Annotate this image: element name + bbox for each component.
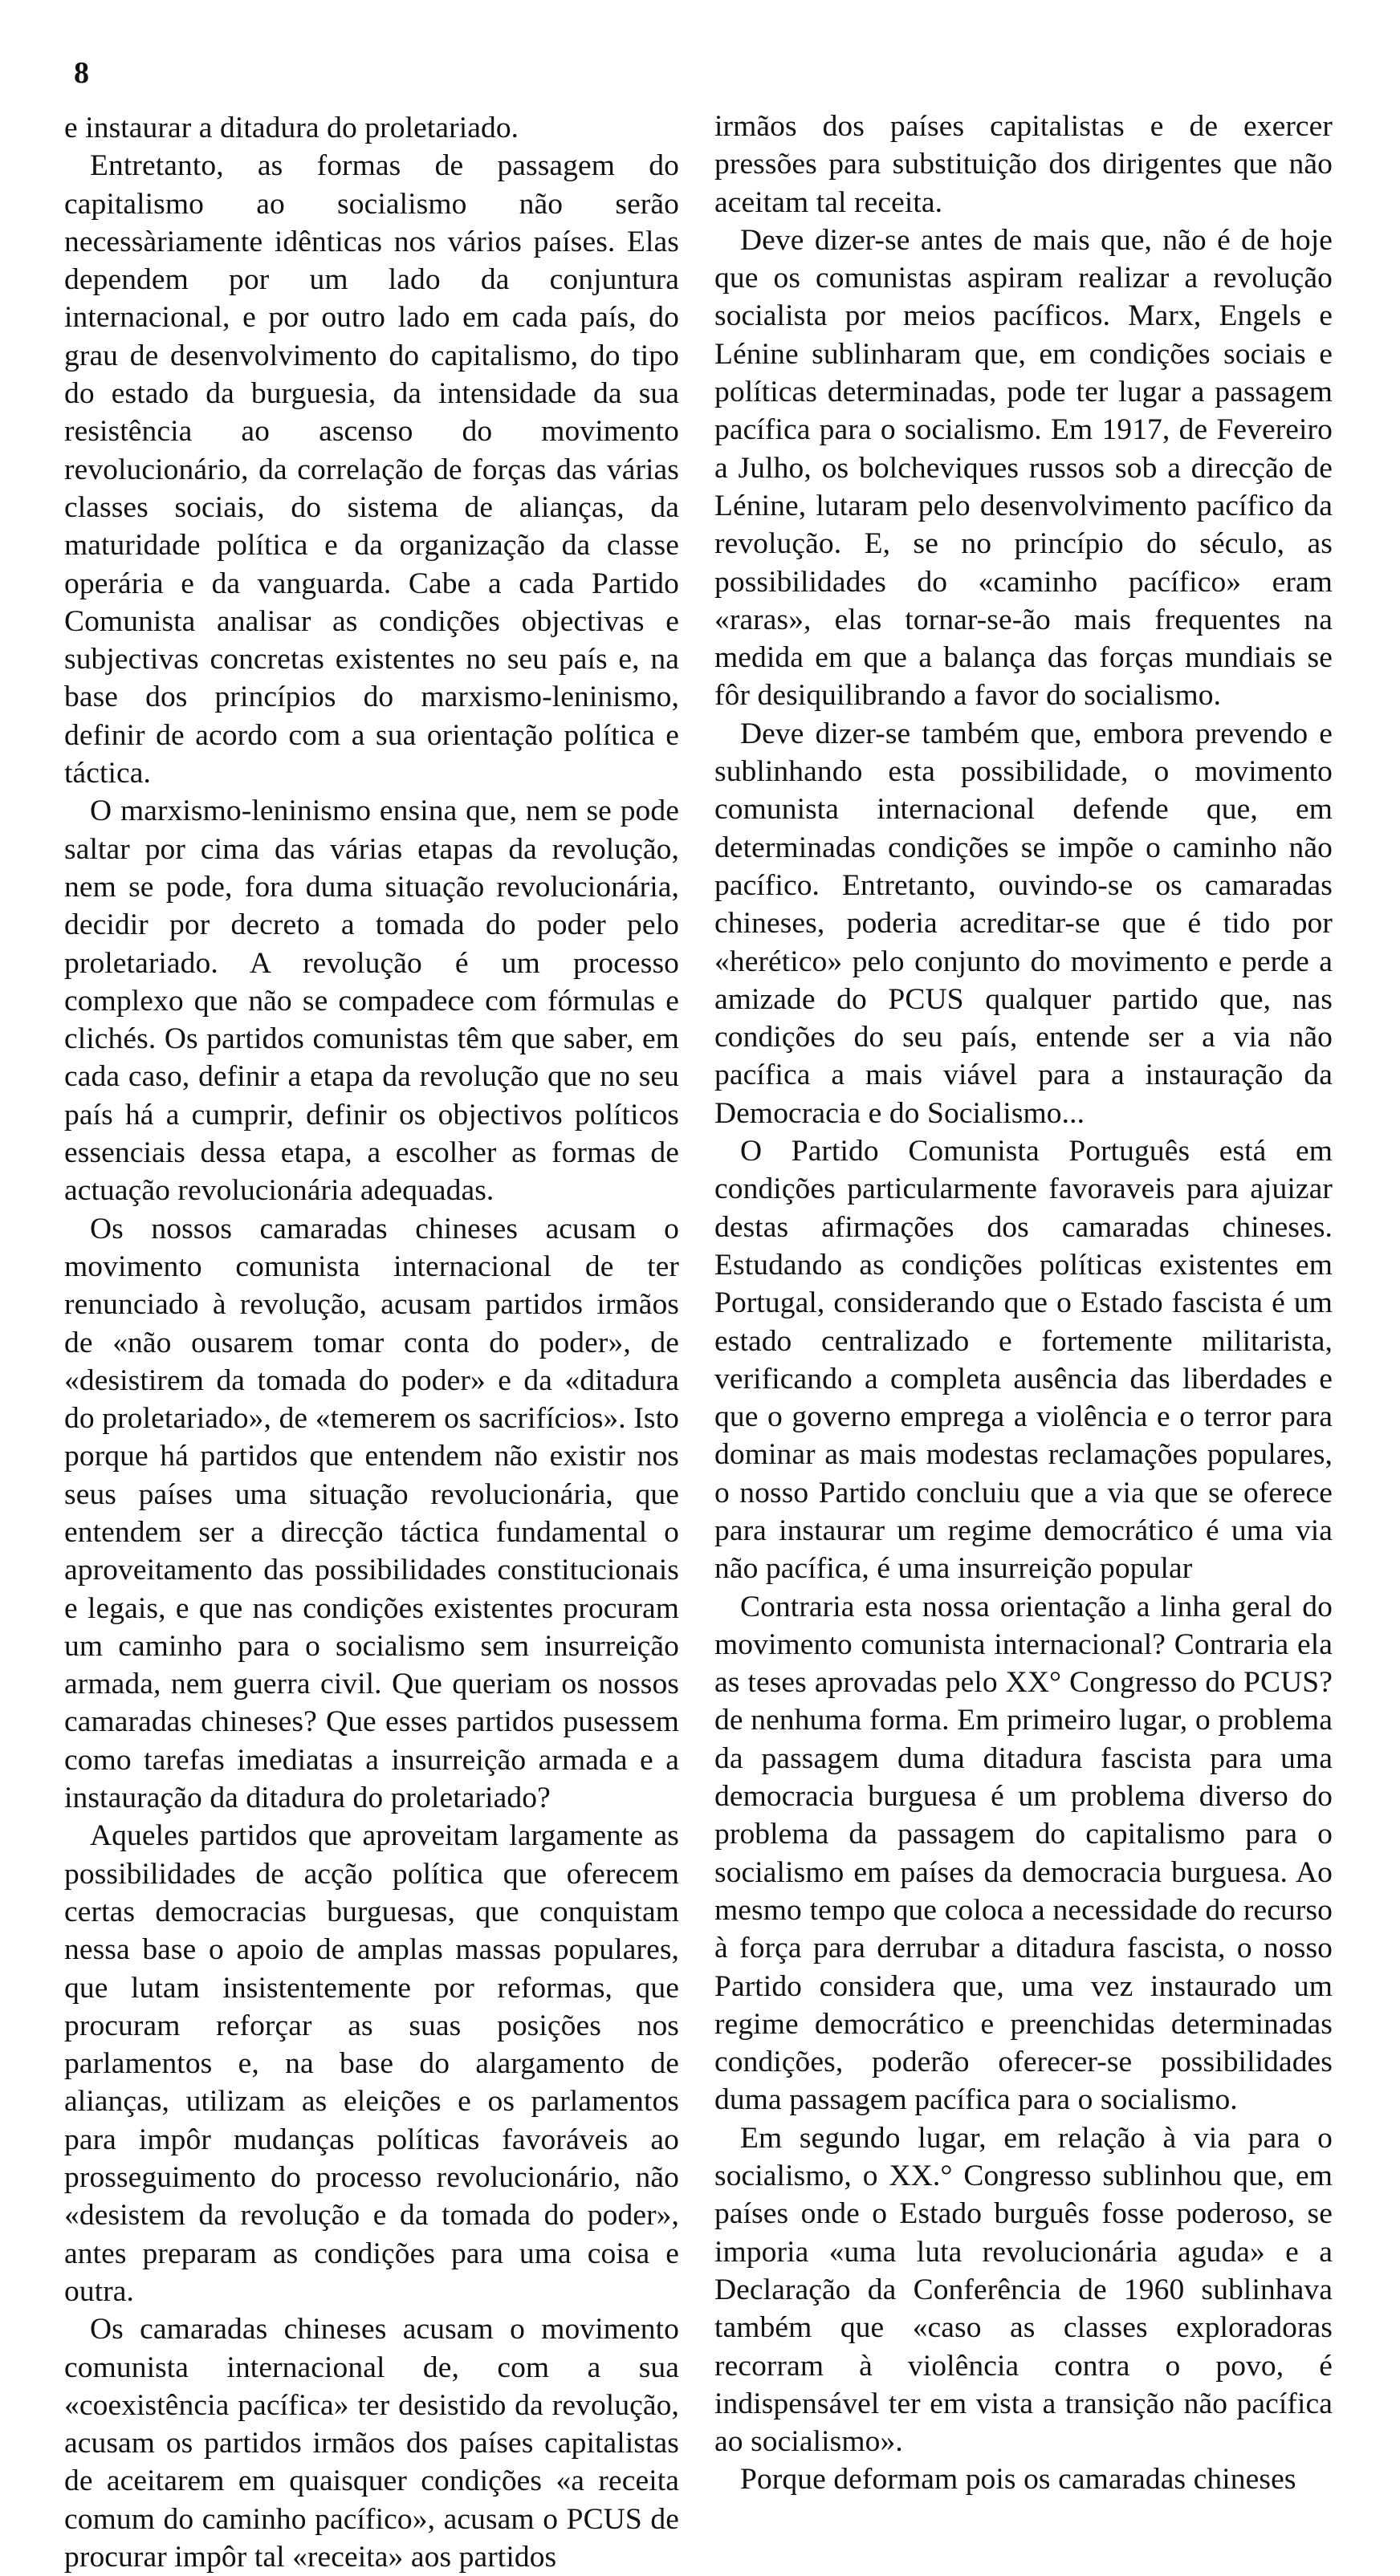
paragraph: Os camaradas chineses acusam o movimento comunista internacional de, com a sua «coexistência pacífica» ter desistido da revolução, acusam os partidos irmãos dos países capitalistas de aceitarem em quaisquer condições «a receita comum do caminho pacífico», acusam o PCUS de procurar impôr tal «receita» aos partidos bbox=[64, 2313, 679, 2574]
paragraph: O Partido Comunista Português está em condições particularmente favoraveis para ajuizar destas afirmações dos camaradas chineses. Estudando as condições políticas existentes em Portugal, considerando que o Estado fascista é um estado centralizado e fortemente militarista, verificando a completa ausência das liberdades e que o governo emprega a violência e o terror para dominar as mais modestas reclamações populares, o nosso Partido concluiu que a via que se oferece para instaurar um regime democrático é uma via não pacífica, é uma insurreição popular bbox=[714, 1135, 1333, 1586]
paragraph: irmãos dos países capitalistas e de exercer pressões para substituição dos dirigentes que não aceitam tal receita. bbox=[714, 110, 1333, 219]
paragraph: Entretanto, as formas de passagem do capitalismo ao socialismo não serão necessàriamente idênticas nos vários países. Elas dependem por um lado da conjuntura internacional, e por outro lado em cada país, do grau de desenvolvimento do capitalismo, do tipo do estado da burguesia, da intensidade da sua resistência ao ascenso do movimento revolucionário, da correlação de forças das várias classes sociais, do sistema de alianças, da maturidade política e da organização da classe operária e da vanguarda. Cabe a cada Partido Comunista analisar as condições objectivas e subjectivas concretas existentes no seu país e, na base dos princípios do marxismo-leninismo, definir de acordo com a sua orientação política e táctica. bbox=[64, 149, 679, 790]
paragraph: Os nossos camaradas chineses acusam o movimento comunista internacional de ter renunciado à revolução, acusam partidos irmãos de «não ousarem tomar conta do poder», de «desistirem da tomada do poder» e da «ditadura do proletariado», de «temerem os sacrifícios». Isto porque há partidos que entendem não existir nos seus países uma situação revolucionária, que entendem ser a direcção táctica fundamental o aproveitamento das possibilidades constitucionais e legais, e que nas condições existentes procuram um caminho para o socialismo sem insurreição armada, nem guerra civil. Que queriam os nossos camaradas chineses? Que esses partidos pusessem como tarefas imediatas a insurreição armada e a instauração da ditadura do proletariado? bbox=[64, 1212, 679, 1815]
right-column bbox=[714, 108, 1333, 2499]
paragraph: O marxismo-leninismo ensina que, nem se pode saltar por cima das várias etapas da revolução, nem se pode, fora duma situação revolucionária, decidir por decreto a tomada do poder pelo proletariado. A revolução é um processo complexo que não se compadece com fórmulas e clichés. Os partidos comunistas têm que saber, em cada caso, definir a etapa da revolução que no seu país há a cumprir, definir os objectivos políticos essenciais dessa etapa, a escolher as formas de actuação revolucionária adequadas. bbox=[64, 794, 679, 1208]
left-column bbox=[64, 109, 679, 2576]
paragraph: Porque deformam pois os camaradas chineses bbox=[740, 2463, 1296, 2497]
paragraph: Em segundo lugar, em relação à via para o socialismo, o XX.° Congresso sublinhou que, em países onde o Estado burguês fosse poderoso, se imporia «uma luta revolucionária aguda» e a Declaração da Conferência de 1960 sublinhava também que «caso as classes exploradoras recorram à violência contra o povo, é indispensável ter em vista a transição não pacífica ao socialismo». bbox=[714, 2121, 1333, 2459]
paragraph: Deve dizer-se antes de mais que, não é de hoje que os comunistas aspiram realizar a revolução socialista por meios pacíficos. Marx, Engels e Lénine sublinharam que, em condições sociais e políticas determinadas, pode ter lugar a passagem pacífica para o socialismo. Em 1917, de Fevereiro a Julho, os bolcheviques russos sob a direcção de Lénine, lutaram pelo desenvolvimento pacífico da revolução. E, se no princípio do século, as possibilidades do «caminho pacífico» eram «raras», elas tornar-se-ão mais frequentes na medida em que a balança das forças mundiais se fôr desiquilibrando a favor do socialismo. bbox=[714, 223, 1333, 713]
paragraph: Deve dizer-se também que, embora prevendo e sublinhando esta possibilidade, o movimento comunista internacional defende que, em determinadas condições se impõe o caminho não pacífico. Entretanto, ouvindo-se os camaradas chineses, poderia acreditar-se que é tido por «herético» pelo conjunto do movimento e perde a amizade do PCUS qualquer partido que, nas condições do seu país, entende ser a via não pacífica a mais viável para a instauração da Democracia e do Socialismo... bbox=[714, 717, 1333, 1130]
paragraph: e instaurar a ditadura do proletariado. bbox=[64, 112, 519, 144]
page-number: 8 bbox=[74, 56, 89, 90]
paragraph: Contraria esta nossa orientação a linha geral do movimento comunista internacional? Contraria ela as teses aprovadas pelo XX° Congresso do PCUS? de nenhuma forma. Em primeiro lugar, o problema da passagem duma ditadura fascista para uma democracia burguesa é um problema diverso do problema da passagem do capitalismo para o socialismo em países da democracia burguesa. Ao mesmo tempo que coloca a necessidade do recurso à força para derrubar a ditadura fascista, o nosso Partido considera que, uma vez instaurado um regime democrático e preenchidas determinadas condições, poderão oferecer-se possibilidades duma passagem pacífica para o socialismo. bbox=[714, 1590, 1333, 2117]
paragraph: Aqueles partidos que aproveitam largamente as possibilidades de acção política que oferecem certas democracias burguesas, que conquistam nessa base o apoio de amplas massas populares, que lutam insistentemente por reformas, que procuram reforçar as suas posições nos parlamentos e, na base do alargamento de alianças, utilizam as eleições e os parlamentos para impôr mudanças políticas favoráveis ao prosseguimento do processo revolucionário, não «desistem da revolução e da tomada do poder», antes preparam as condições para uma coisa e outra. bbox=[64, 1819, 679, 2308]
